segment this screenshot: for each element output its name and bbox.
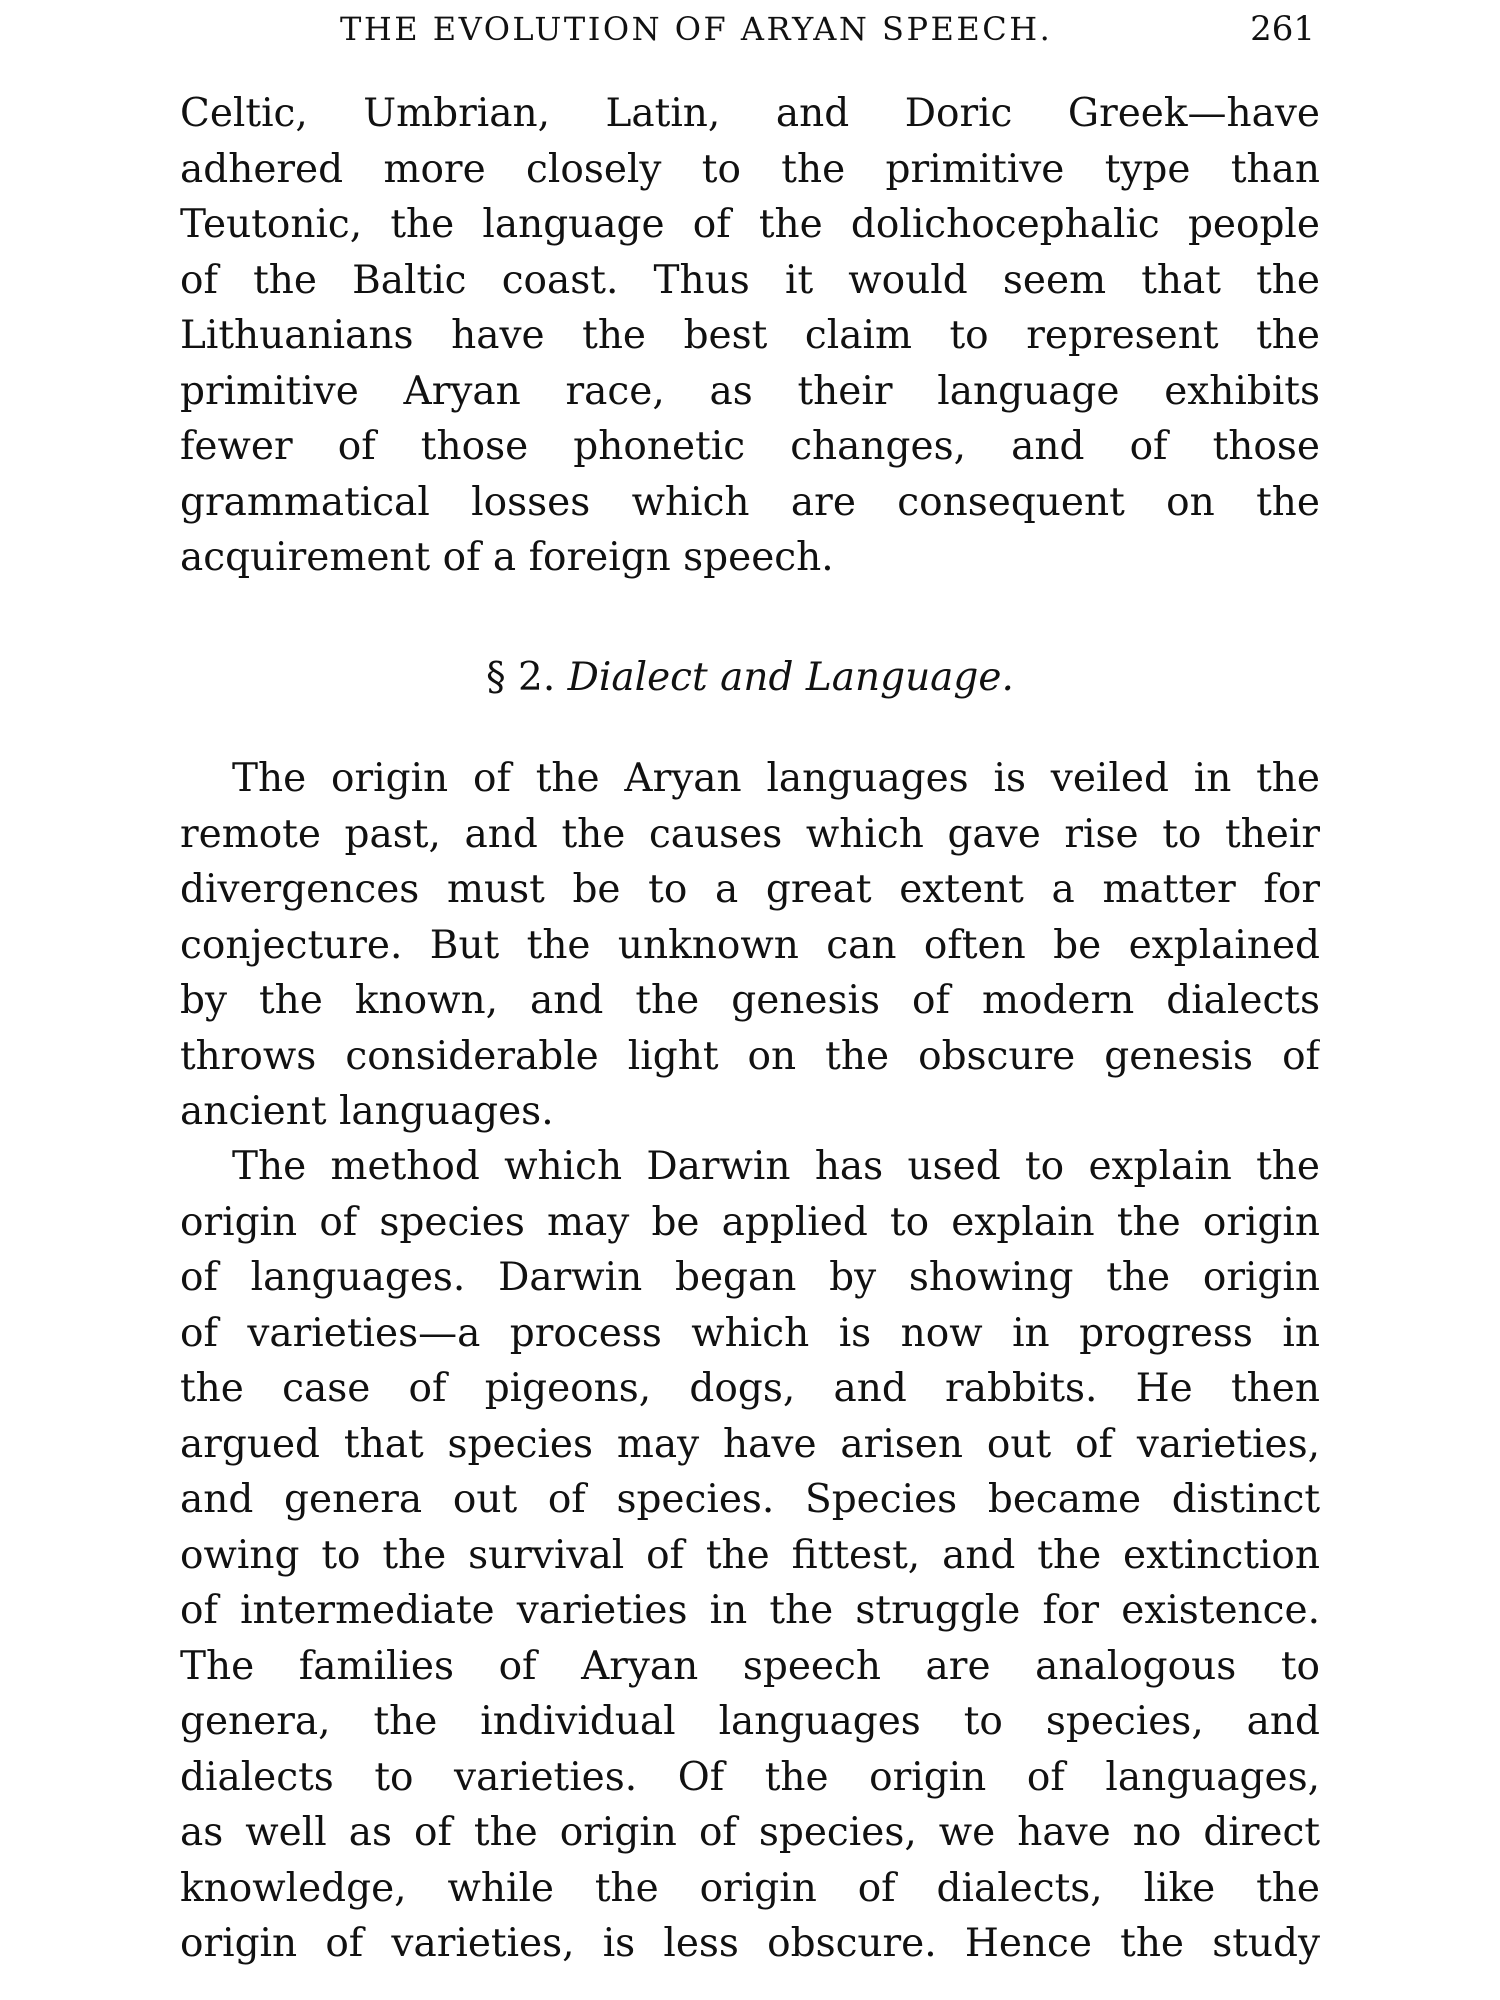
section-number: § 2.: [486, 655, 556, 700]
running-title: THE EVOLUTION OF ARYAN SPEECH.: [340, 10, 1053, 48]
text-line: The families of Aryan speech are analogous to: [180, 1643, 1320, 1689]
text-line: of intermediate varieties in the struggle for existence.: [180, 1588, 1320, 1633]
text-line: ancient languages.: [180, 1089, 554, 1134]
text-line: The method which Darwin has used to explain the: [232, 1144, 1320, 1189]
text-line: adhered more closely to the primitive type than: [180, 146, 1320, 192]
continued-paragraph: [180, 86, 1320, 586]
text-line: conjecture. But the unknown can often be explained: [180, 922, 1320, 968]
text-line: of languages. Darwin began by showing the origin: [180, 1255, 1320, 1300]
text-line: by the known, and the genesis of modern dialects: [180, 978, 1320, 1023]
text-line: of varieties—a process which is now in progress in: [180, 1310, 1320, 1356]
text-line: Celtic, Umbrian, Latin, and Doric Greek—have: [180, 91, 1320, 136]
page-number: 261: [1250, 9, 1315, 49]
text-line: origin of species may be applied to explain the origin: [180, 1199, 1320, 1245]
text-line: argued that species may have arisen out of varieties,: [180, 1421, 1320, 1467]
text-line: acquirement of a foreign speech.: [180, 535, 834, 580]
text-line: grammatical losses which are consequent on the: [180, 479, 1320, 525]
text-line: dialects to varieties. Of the origin of languages,: [180, 1754, 1320, 1800]
text-line: primitive Aryan race, as their language exhibits: [180, 368, 1320, 414]
text-line: throws considerable light on the obscure genesis of: [180, 1033, 1320, 1079]
text-line: of the Baltic coast. Thus it would seem that the: [180, 257, 1320, 303]
text-line: owing to the survival of the fittest, and the extinction: [180, 1532, 1320, 1578]
text-line: fewer of those phonetic changes, and of those: [180, 424, 1320, 469]
text-line: remote past, and the causes which gave rise to their: [180, 811, 1320, 857]
text-line: divergences must be to a great extent a matter for: [180, 867, 1320, 912]
section-heading: [180, 648, 1320, 708]
text-line: knowledge, while the origin of dialects, like the: [180, 1865, 1320, 1911]
text-line: The origin of the Aryan languages is veiled in the: [232, 756, 1320, 801]
running-head: [340, 4, 1350, 54]
paragraph-origin-of-languages: [180, 751, 1320, 1140]
section-title: Dialect and Language.: [567, 655, 1014, 700]
text-line: and genera out of species. Species became distinct: [180, 1477, 1320, 1522]
paragraph-darwin-method: [180, 1139, 1320, 1972]
text-line: the case of pigeons, dogs, and rabbits. He then: [180, 1366, 1320, 1411]
text-line: origin of varieties, is less obscure. Hence the study: [180, 1921, 1320, 1966]
text-line: as well as of the origin of species, we have no direct: [180, 1810, 1320, 1855]
text-line: Lithuanians have the best claim to represent the: [180, 313, 1320, 358]
text-line: Teutonic, the language of the dolichocephalic people: [180, 202, 1320, 247]
text-line: genera, the individual languages to species, and: [180, 1699, 1320, 1744]
